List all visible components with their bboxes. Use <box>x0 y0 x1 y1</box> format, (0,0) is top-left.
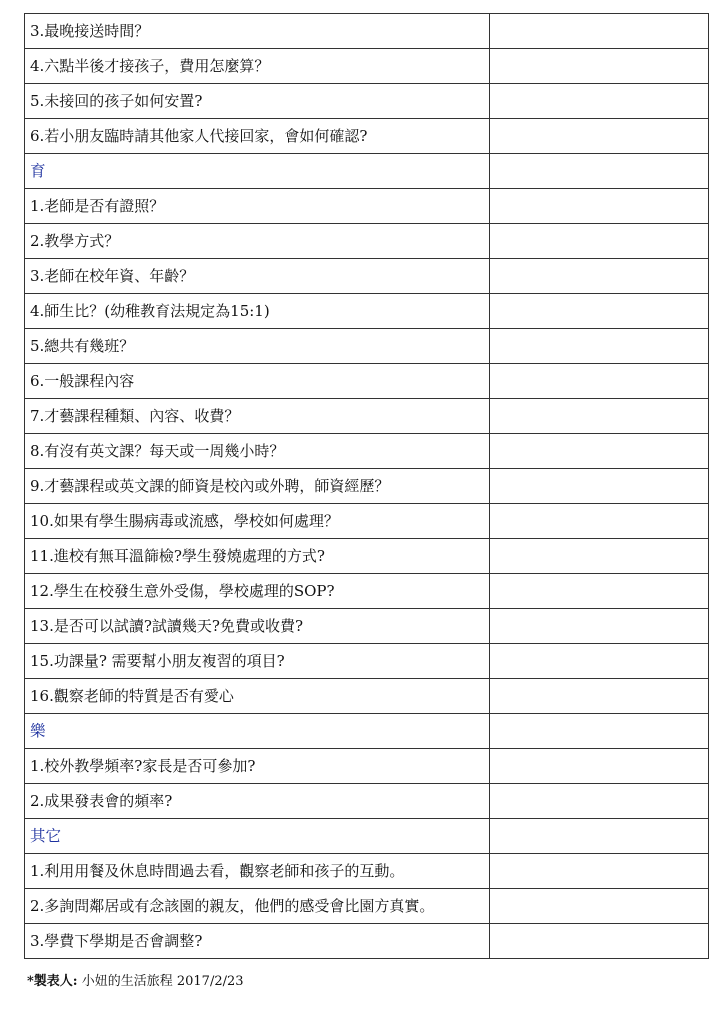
answer-cell[interactable] <box>490 714 709 749</box>
question-row <box>25 119 709 154</box>
section-title: 樂 <box>25 714 490 749</box>
answer-cell[interactable] <box>490 539 709 574</box>
question-row <box>25 679 709 714</box>
question-text: 3.老師在校年資、年齡？ <box>25 259 490 294</box>
section-header-row <box>25 819 709 854</box>
question-row <box>25 364 709 399</box>
question-text: 2.成果發表會的頻率? <box>25 784 490 819</box>
answer-cell[interactable] <box>490 434 709 469</box>
question-row <box>25 84 709 119</box>
question-row <box>25 539 709 574</box>
answer-cell[interactable] <box>490 49 709 84</box>
question-text: 13.是否可以試讀?試讀幾天?免費或收費? <box>25 609 490 644</box>
question-row <box>25 224 709 259</box>
answer-cell[interactable] <box>490 644 709 679</box>
question-row <box>25 644 709 679</box>
answer-cell[interactable] <box>490 749 709 784</box>
question-row <box>25 784 709 819</box>
question-row <box>25 854 709 889</box>
question-text: 4.六點半後才接孩子，費用怎麼算？ <box>25 49 490 84</box>
question-text: 2.多詢問鄰居或有念該園的親友，他們的感受會比園方真實。 <box>25 889 490 924</box>
question-text: 9.才藝課程或英文課的師資是校內或外聘，師資經歷？ <box>25 469 490 504</box>
question-text: 15.功課量? 需要幫小朋友複習的項目? <box>25 644 490 679</box>
answer-cell[interactable] <box>490 399 709 434</box>
question-text: 8.有沒有英文課？每天或一周幾小時？ <box>25 434 490 469</box>
answer-cell[interactable] <box>490 294 709 329</box>
answer-cell[interactable] <box>490 574 709 609</box>
question-row <box>25 259 709 294</box>
answer-cell[interactable] <box>490 469 709 504</box>
question-row <box>25 504 709 539</box>
section-header-row <box>25 714 709 749</box>
answer-cell[interactable] <box>490 889 709 924</box>
question-text: 1.校外教學頻率?家長是否可參加? <box>25 749 490 784</box>
answer-cell[interactable] <box>490 819 709 854</box>
question-row <box>25 749 709 784</box>
question-text: 3.學費下學期是否會調整? <box>25 924 490 959</box>
answer-cell[interactable] <box>490 154 709 189</box>
question-row <box>25 14 709 49</box>
question-row <box>25 469 709 504</box>
question-row <box>25 49 709 84</box>
footer-text: 小妞的生活旅程 2017/2/23 <box>77 974 244 989</box>
question-text: 1.老師是否有證照？ <box>25 189 490 224</box>
answer-cell[interactable] <box>490 119 709 154</box>
answer-cell[interactable] <box>490 784 709 819</box>
question-row <box>25 189 709 224</box>
question-text: 5.總共有幾班？ <box>25 329 490 364</box>
checklist-sheet <box>24 13 708 959</box>
section-title: 育 <box>25 154 490 189</box>
question-text: 1.利用用餐及休息時間過去看，觀察老師和孩子的互動。 <box>25 854 490 889</box>
footer-credit <box>27 973 244 991</box>
question-text: 7.才藝課程種類、內容、收費？ <box>25 399 490 434</box>
answer-cell[interactable] <box>490 189 709 224</box>
section-title: 其它 <box>25 819 490 854</box>
question-text: 2.教學方式？ <box>25 224 490 259</box>
question-text: 11.進校有無耳溫篩檢?學生發燒處理的方式? <box>25 539 490 574</box>
answer-cell[interactable] <box>490 609 709 644</box>
question-text: 5.未接回的孩子如何安置? <box>25 84 490 119</box>
question-row <box>25 609 709 644</box>
question-row <box>25 294 709 329</box>
question-text: 4.師生比？(幼稚教育法規定為15:1) <box>25 294 490 329</box>
answer-cell[interactable] <box>490 329 709 364</box>
question-row <box>25 399 709 434</box>
answer-cell[interactable] <box>490 679 709 714</box>
answer-cell[interactable] <box>490 364 709 399</box>
question-text: 6.若小朋友臨時請其他家人代接回家，會如何確認? <box>25 119 490 154</box>
answer-cell[interactable] <box>490 14 709 49</box>
question-text: 6.一般課程內容 <box>25 364 490 399</box>
answer-cell[interactable] <box>490 854 709 889</box>
answer-cell[interactable] <box>490 259 709 294</box>
answer-cell[interactable] <box>490 504 709 539</box>
checklist-rows <box>25 14 709 959</box>
question-row <box>25 574 709 609</box>
footer-label: *製表人: <box>27 974 78 989</box>
question-text: 3.最晚接送時間？ <box>25 14 490 49</box>
question-text: 10.如果有學生腸病毒或流感，學校如何處理？ <box>25 504 490 539</box>
checklist-table <box>24 13 709 959</box>
answer-cell[interactable] <box>490 224 709 259</box>
question-row <box>25 434 709 469</box>
question-row <box>25 329 709 364</box>
answer-cell[interactable] <box>490 84 709 119</box>
question-row <box>25 924 709 959</box>
section-header-row <box>25 154 709 189</box>
question-text: 16.觀察老師的特質是否有愛心 <box>25 679 490 714</box>
question-row <box>25 889 709 924</box>
answer-cell[interactable] <box>490 924 709 959</box>
question-text: 12.學生在校發生意外受傷，學校處理的SOP? <box>25 574 490 609</box>
